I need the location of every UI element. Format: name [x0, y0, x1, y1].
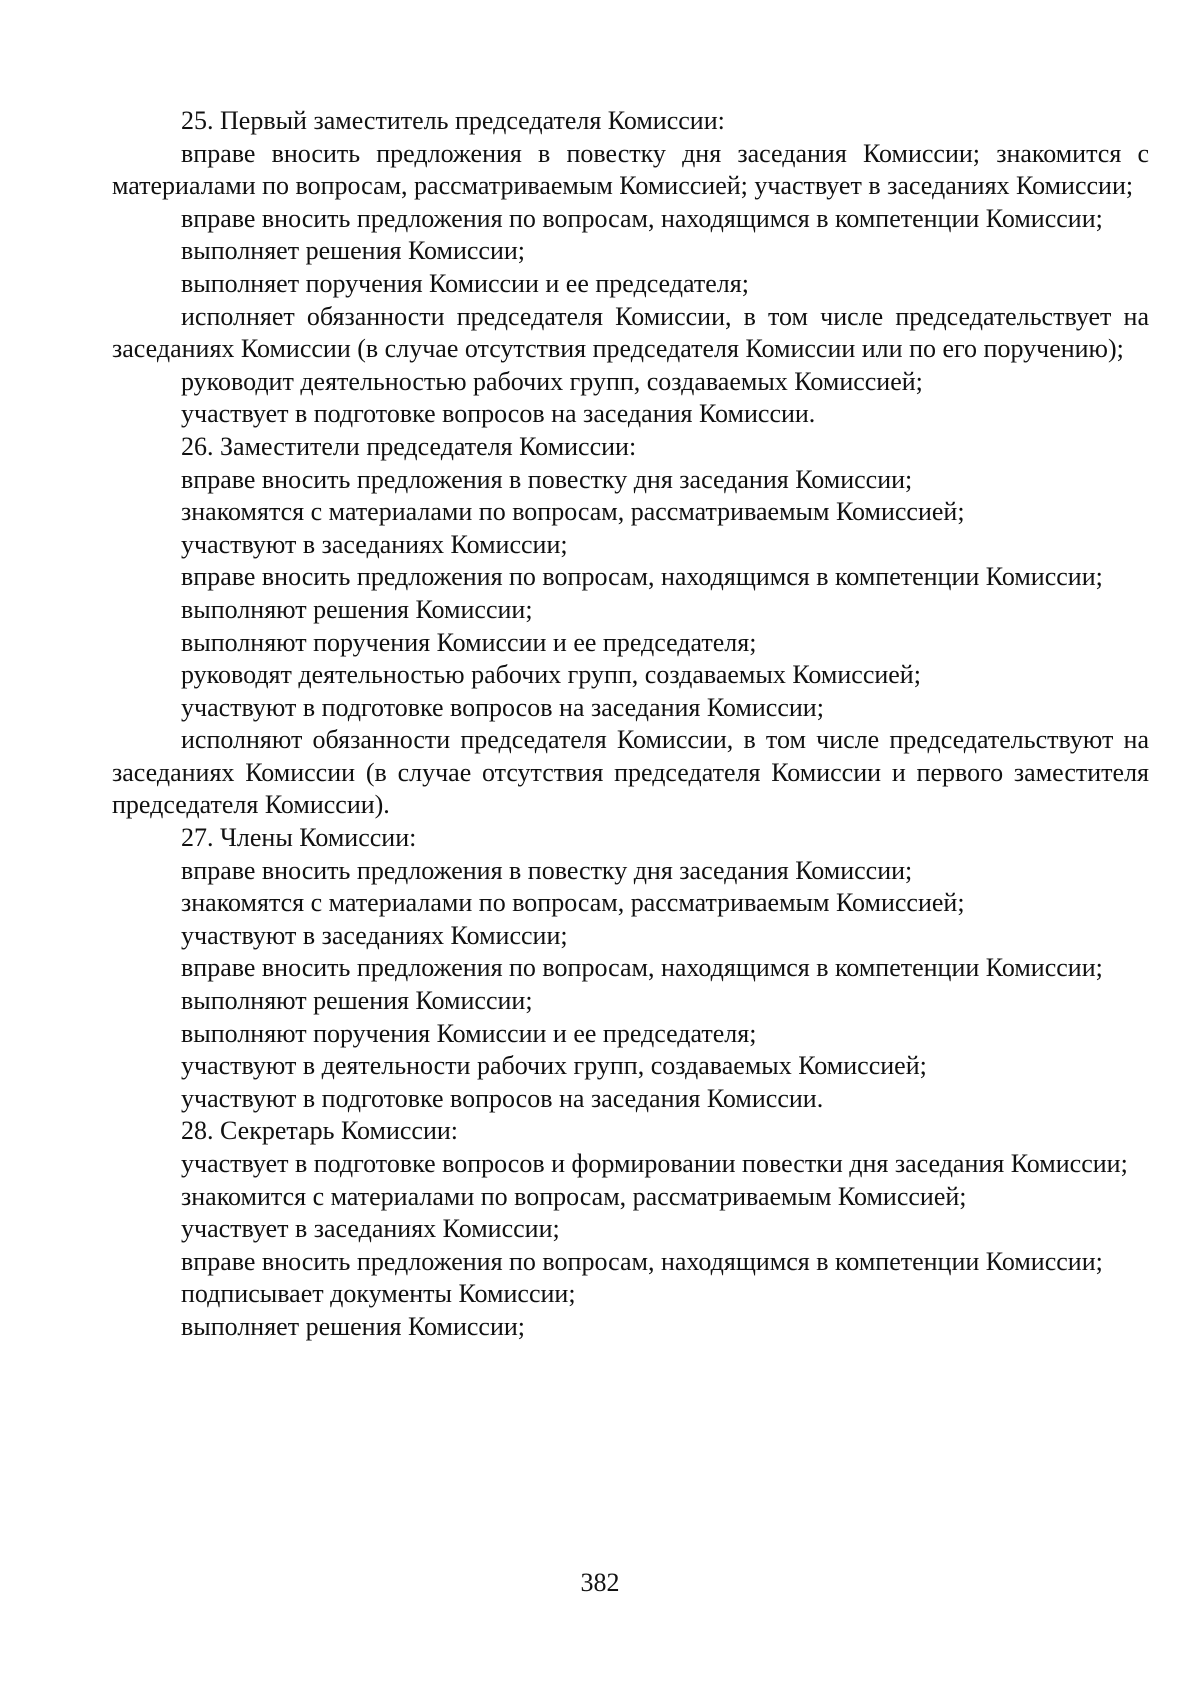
paragraph: подписывает документы Комиссии; [181, 1279, 576, 1309]
paragraph: вправе вносить предложения по вопросам, находящимся в компетенции Комиссии; [181, 203, 1103, 233]
paragraph: знакомятся с материалами по вопросам, рассматриваемым Комиссией; [181, 888, 965, 918]
paragraph: исполняет обязанности председателя Комиссии, в том числе председательствует на заседаниях Комиссии (в случае отсутствия председателя Комиссии или по его поручению); [112, 301, 1149, 364]
section-27-heading: 27. Члены Комиссии: [181, 823, 417, 853]
paragraph: вправе вносить предложения в повестку дня заседания Комиссии; [181, 855, 913, 885]
paragraph: знакомятся с материалами по вопросам, рассматриваемым Комиссией; [181, 497, 965, 527]
paragraph: выполняют решения Комиссии; [181, 594, 533, 624]
paragraph: выполняет поручения Комиссии и ее председателя; [181, 268, 749, 298]
paragraph: исполняют обязанности председателя Комиссии, в том числе председательствуют на заседаниях Комиссии (в случае отсутствия председателя Комиссии и первого заместителя председателя Комиссии). [112, 725, 1149, 820]
paragraph: вправе вносить предложения по вопросам, находящимся в компетенции Комиссии; [181, 562, 1103, 592]
paragraph: участвует в заседаниях Комиссии; [181, 1214, 560, 1244]
paragraph: выполняют решения Комиссии; [181, 986, 533, 1016]
paragraph: выполняют поручения Комиссии и ее председателя; [181, 627, 757, 657]
paragraph: руководит деятельностью рабочих групп, создаваемых Комиссией; [181, 366, 923, 396]
paragraph: выполняет решения Комиссии; [181, 1311, 526, 1341]
document-body [112, 105, 1149, 1344]
section-25-heading: 25. Первый заместитель председателя Комиссии: [181, 106, 725, 135]
paragraph: участвуют в подготовке вопросов на заседания Комиссии. [181, 1083, 824, 1113]
paragraph: вправе вносить предложения по вопросам, находящимся в компетенции Комиссии; [181, 1246, 1103, 1276]
section-28-heading: 28. Секретарь Комиссии: [181, 1116, 458, 1146]
paragraph: вправе вносить предложения по вопросам, находящимся в компетенции Комиссии; [181, 953, 1103, 983]
paragraph: выполняет решения Комиссии; [181, 236, 526, 266]
paragraph: участвуют в заседаниях Комиссии; [181, 920, 568, 950]
paragraph: вправе вносить предложения в повестку дня заседания Комиссии; [181, 464, 913, 494]
paragraph: участвуют в заседаниях Комиссии; [181, 529, 568, 559]
page-number: 382 [580, 1568, 620, 1597]
paragraph: знакомится с материалами по вопросам, рассматриваемым Комиссией; [181, 1181, 967, 1211]
paragraph: участвует в подготовке вопросов и формировании повестки дня заседания Комиссии; [181, 1149, 1128, 1178]
paragraph: участвуют в деятельности рабочих групп, создаваемых Комиссией; [181, 1051, 927, 1081]
paragraph: участвуют в подготовке вопросов на заседания Комиссии; [181, 692, 824, 722]
paragraph: участвует в подготовке вопросов на заседания Комиссии. [181, 399, 816, 429]
paragraph: вправе вносить предложения в повестку дня заседания Комиссии; знакомится с материалами по вопросам, рассматриваемым Комиссией; участвует в заседаниях Комиссии; [112, 138, 1149, 201]
paragraph: выполняют поручения Комиссии и ее председателя; [181, 1018, 757, 1048]
section-26-heading: 26. Заместители председателя Комиссии: [181, 431, 637, 461]
paragraph: руководят деятельностью рабочих групп, создаваемых Комиссией; [181, 660, 921, 690]
